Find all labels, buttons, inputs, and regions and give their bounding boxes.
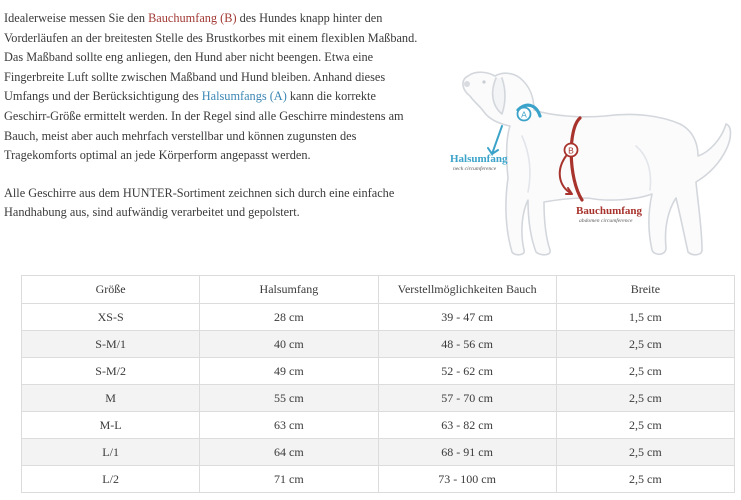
dog-measurement-diagram: [440, 6, 740, 268]
cell-belly: 57 - 70 cm: [378, 385, 556, 412]
cell-size: S-M/1: [22, 331, 200, 358]
cell-belly: 63 - 82 cm: [378, 412, 556, 439]
table-row: [22, 466, 735, 493]
bauchumfang-highlight: Bauchumfang (B): [148, 11, 237, 25]
table-row: [22, 439, 735, 466]
cell-width: 1,5 cm: [556, 304, 734, 331]
cell-width: 2,5 cm: [556, 412, 734, 439]
header-verstellmoeglichkeiten: Verstellmöglichkeiten Bauch: [378, 276, 556, 304]
cell-width: 2,5 cm: [556, 358, 734, 385]
table-row: [22, 412, 735, 439]
cell-belly: 52 - 62 cm: [378, 358, 556, 385]
intro-paragraph-1: Idealerweise messen Sie den Bauchumfang (B) des Hundes knapp hinter den Vorderläufen an der breitesten Stelle des Brustkorbes mit einem flexiblen Maßband. Das Maßband sollte eng anliegen, den Hund aber nicht beengen. Etwa eine Fingerbreite Luft sollte zwischen Maßband und Hund bleiben. Anhand dieses Umfangs und der Berücksichtigung des Halsumfangs (A) kann die korrekte Geschirr-Größe ermittelt werden. In der Regel sind alle Geschirre mindestens am Bauch, meist aber auch mehrfach verstellbar und können zugunsten des Tragekomforts optimal an jede Körperform angepasst werden.: [4, 11, 418, 163]
belly-label: Bauchumfang: [576, 205, 643, 217]
neck-label: Halsumfang: [450, 153, 508, 165]
cell-size: M-L: [22, 412, 200, 439]
table-header-row: [22, 276, 735, 304]
table-row: [22, 331, 735, 358]
cell-belly: 68 - 91 cm: [378, 439, 556, 466]
cell-neck: 55 cm: [200, 385, 378, 412]
table-row: [22, 358, 735, 385]
cell-width: 2,5 cm: [556, 439, 734, 466]
table-row: [22, 385, 735, 412]
size-table: [21, 275, 735, 493]
halsumfang-highlight: Halsumfangs (A): [201, 89, 287, 104]
cell-size: L/1: [22, 439, 200, 466]
cell-neck: 28 cm: [200, 304, 378, 331]
cell-size: XS-S: [22, 304, 200, 331]
neck-marker: A: [521, 109, 527, 120]
intro-text: [4, 9, 418, 223]
belly-marker: B: [568, 145, 574, 156]
belly-sublabel: abdomen circumference: [579, 218, 633, 224]
cell-belly: 48 - 56 cm: [378, 331, 556, 358]
cell-belly: 73 - 100 cm: [378, 466, 556, 493]
cell-width: 2,5 cm: [556, 466, 734, 493]
cell-neck: 63 cm: [200, 412, 378, 439]
header-groesse: Größe: [22, 276, 200, 304]
cell-neck: 64 cm: [200, 439, 378, 466]
header-breite: Breite: [556, 276, 734, 304]
intro-paragraph-2: Alle Geschirre aus dem HUNTER-Sortiment zeichnen sich durch eine einfache Handhabung aus, sind aufwändig verarbeitet und gepolstert.: [4, 185, 395, 220]
header-halsumfang: Halsumfang: [200, 276, 378, 304]
cell-width: 2,5 cm: [556, 331, 734, 358]
cell-size: M: [22, 385, 200, 412]
cell-width: 2,5 cm: [556, 385, 734, 412]
cell-size: S-M/2: [22, 358, 200, 385]
cell-neck: 71 cm: [200, 466, 378, 493]
cell-size: L/2: [22, 466, 200, 493]
cell-neck: 49 cm: [200, 358, 378, 385]
table-row: [22, 304, 735, 331]
neck-sublabel: neck circumference: [453, 166, 497, 172]
cell-neck: 40 cm: [200, 331, 378, 358]
cell-belly: 39 - 47 cm: [378, 304, 556, 331]
